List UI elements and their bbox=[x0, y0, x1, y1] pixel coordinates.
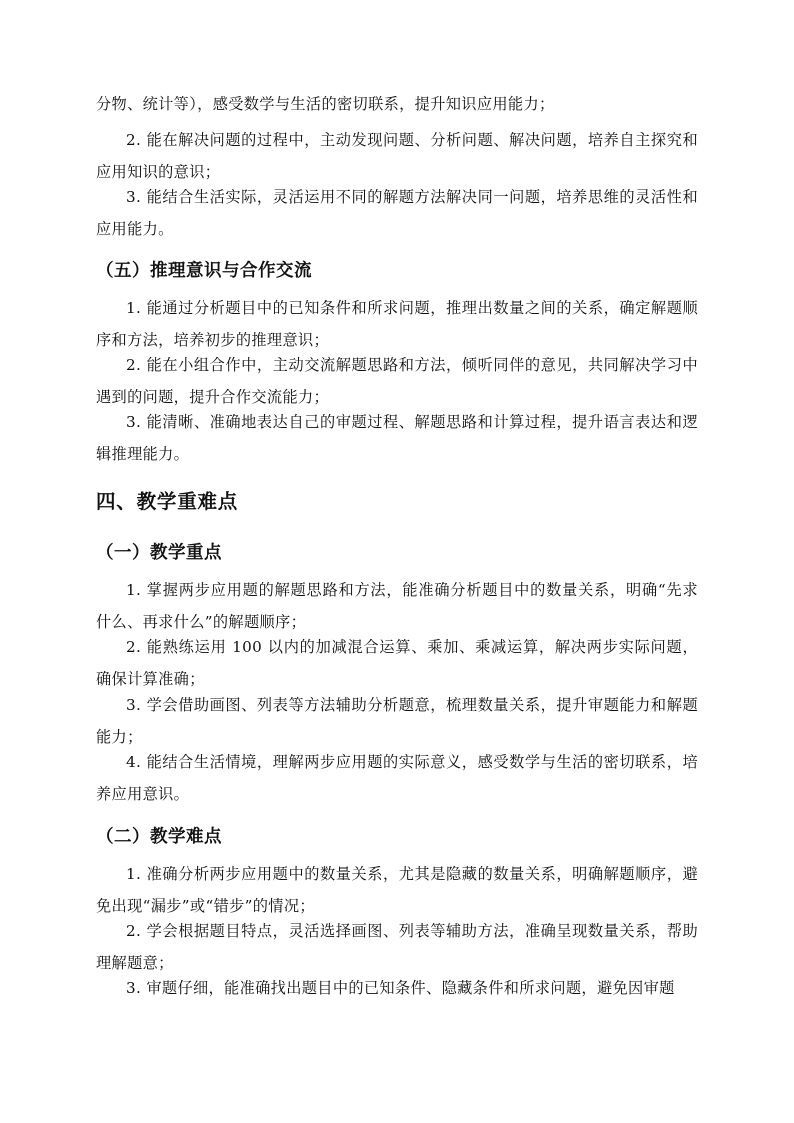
section-5-heading: （五）推理意识与合作交流 bbox=[96, 261, 312, 281]
difficulties-heading: （二）教学难点 bbox=[96, 827, 222, 847]
difficulty-item-1: 1. 准确分析两步应用题中的数量关系，尤其是隐藏的数量关系，明确解题顺序，避免出现“漏步”或“错步”的情况； bbox=[96, 865, 698, 915]
chapter-4-heading: 四、教学重难点 bbox=[96, 490, 239, 513]
key-point-item-3: 3. 学会借助画图、列表等方法辅助分析题意，梳理数量关系，提升审题能力和解题能力； bbox=[96, 696, 698, 746]
difficulty-item-3: 3. 审题仔细，能准确找出题目中的已知条件、隐藏条件和所求问题，避免因审题 bbox=[126, 979, 675, 997]
ability-item-3: 3. 能结合生活实际，灵活运用不同的解题方法解决同一问题，培养思维的灵活性和应用能力。 bbox=[96, 188, 698, 238]
ability-item-2: 2. 能在解决问题的过程中，主动发现问题、分析问题、解决问题，培养自主探究和应用知识的意识； bbox=[96, 131, 698, 181]
reasoning-item-1: 1. 能通过分析题目中的已知条件和所求问题，推理出数量之间的关系，确定解题顺序和方法，培养初步的推理意识； bbox=[96, 299, 698, 349]
reasoning-item-3: 3. 能清晰、准确地表达自己的审题过程、解题思路和计算过程，提升语言表达和逻辑推理能力。 bbox=[96, 413, 698, 463]
continuation-paragraph: 分物、统计等），感受数学与生活的密切联系，提升知识应用能力； bbox=[96, 95, 555, 113]
key-point-item-4: 4. 能结合生活情境，理解两步应用题的实际意义，感受数学与生活的密切联系，培养应用意识。 bbox=[96, 753, 698, 803]
key-points-heading: （一）教学重点 bbox=[96, 543, 222, 563]
key-point-item-1: 1. 掌握两步应用题的解题思路和方法，能准确分析题目中的数量关系，明确“先求什么、再求什么”的解题顺序； bbox=[96, 581, 698, 631]
difficulty-item-2: 2. 学会根据题目特点，灵活选择画图、列表等辅助方法，准确呈现数量关系，帮助理解题意； bbox=[96, 922, 698, 972]
reasoning-item-2: 2. 能在小组合作中，主动交流解题思路和方法，倾听同伴的意见，共同解决学习中遇到的问题，提升合作交流能力； bbox=[96, 356, 698, 406]
key-point-item-2: 2. 能熟练运用 100 以内的加减混合运算、乘加、乘减运算，解决两步实际问题，确保计算准确； bbox=[96, 638, 698, 688]
